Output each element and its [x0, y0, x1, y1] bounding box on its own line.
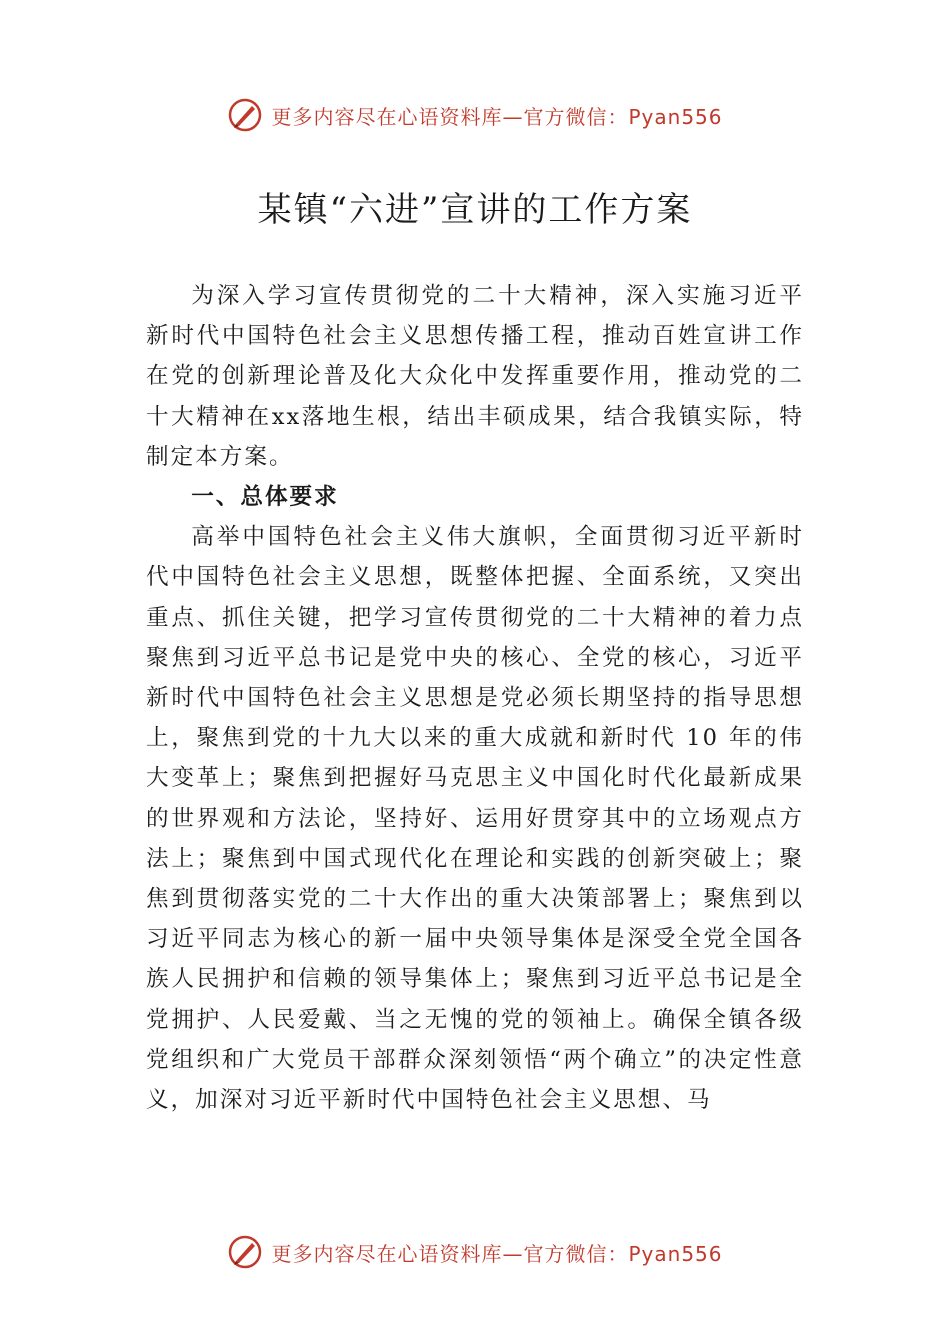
wechat-id: Pyan556 [628, 1241, 723, 1266]
pen-seal-logo-icon [227, 1234, 263, 1270]
pen-seal-logo-icon [227, 97, 263, 133]
document-body [146, 276, 804, 1120]
banner-label: 更多内容尽在心语资料库—官方微信： [271, 1241, 629, 1266]
header-banner [0, 95, 950, 135]
banner-label: 更多内容尽在心语资料库—官方微信： [271, 104, 629, 129]
header-banner-text [271, 101, 722, 130]
section-paragraph-1: 高举中国特色社会主义伟大旗帜，全面贯彻习近平新时代中国特色社会主义思想，既整体把握、全面系统，又突出重点、抓住关键，把学习宣传贯彻党的二十大精神的着力点聚焦到习近平总书记是党中央的核心、全党的核心，习近平新时代中国特色社会主义思想是党必须长期坚持的指导思想上，聚焦到党的十九大以来的重大成就和新时代 10 年的伟大变革上；聚焦到把握好马克思主义中国化时代化最新成果的世界观和方法论，坚持好、运用好贯穿其中的立场观点方法上；聚焦到中国式现代化在理论和实践的创新突破上；聚焦到贯彻落实党的二十大作出的重大决策部署上；聚焦到以习近平同志为核心的新一届中央领导集体是深受全党全国各族人民拥护和信赖的领导集体上；聚焦到习近平总书记是全党拥护、人民爱戴、当之无愧的党的领袖上。确保全镇各级党组织和广大党员干部群众深刻领悟“两个确立”的决定性意义，加深对习近平新时代中国特色社会主义思想、马 [146, 524, 804, 1114]
document-title: 某镇“六进”宣讲的工作方案 [257, 190, 693, 230]
intro-paragraph: 为深入学习宣传贯彻党的二十大精神，深入实施习近平新时代中国特色社会主义思想传播工程，推动百姓宣讲工作在党的创新理论普及化大众化中发挥重要作用，推动党的二十大精神在xx落地生根，结出丰硕成果，结合我镇实际，特制定本方案。 [146, 283, 804, 470]
footer-banner [0, 1232, 950, 1272]
section-heading-1: 一、总体要求 [191, 484, 339, 511]
footer-banner-text [271, 1238, 722, 1267]
wechat-id: Pyan556 [628, 104, 723, 129]
